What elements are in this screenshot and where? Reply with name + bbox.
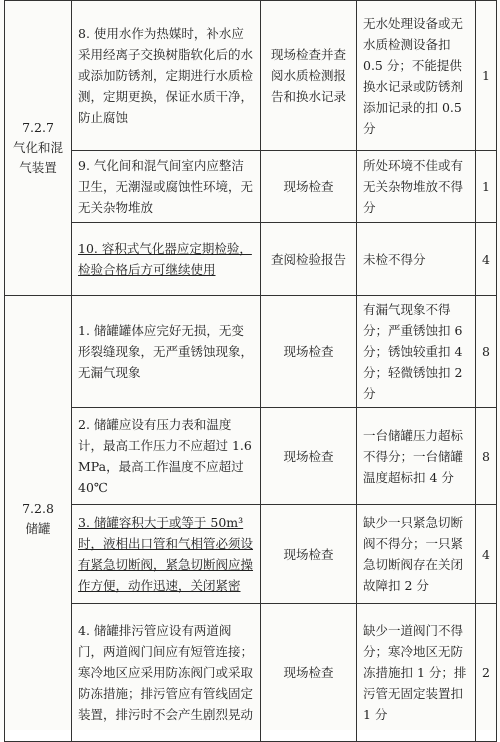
score-cell: 2 [476, 604, 497, 742]
score-cell: 1 [476, 1, 497, 151]
section-title: 气化和混气装置 [12, 140, 63, 175]
method-cell: 现场检查 [261, 151, 357, 223]
section-number: 7.2.8 [22, 500, 54, 516]
section-number: 7.2.7 [22, 120, 54, 135]
criteria-cell: 未检不得分 [357, 223, 476, 296]
method-cell: 现场检查 [261, 505, 357, 604]
method-cell: 现场检查并查阅水质检测报告和换水记录 [261, 1, 357, 151]
table-row [5, 604, 497, 742]
criteria-cell: 缺少一只紧急切断阀不得分；一只紧急切断阀存在关闭故障扣 2 分 [357, 505, 476, 604]
table-row [5, 296, 497, 408]
section-cell-7-2-7 [5, 1, 72, 296]
method-cell: 现场检查 [261, 408, 357, 505]
section-title: 储罐 [25, 520, 51, 536]
requirement-cell: 2. 储罐应设有压力表和温度计，最高工作压力不应超过 1.6 MPa，最高工作温度不应超过 40℃ [72, 408, 261, 505]
score-cell: 4 [476, 505, 497, 604]
requirement-cell: 1. 储罐罐体应完好无损，无变形裂缝现象，无严重锈蚀现象，无漏气现象 [72, 296, 261, 408]
section-cell-7-2-8 [5, 296, 72, 742]
table-row [5, 1, 497, 151]
method-cell: 现场检查 [261, 604, 357, 742]
table-row [5, 505, 497, 604]
criteria-cell: 缺少一道阀门不得分；寒冷地区无防冻措施扣 1 分；排污管无固定装置扣 1 分 [357, 604, 476, 742]
score-cell: 1 [476, 151, 497, 223]
criteria-cell: 有漏气现象不得分；严重锈蚀扣 6 分；锈蚀较重扣 4 分；轻微锈蚀扣 2 分 [357, 296, 476, 408]
criteria-cell: 无水处理设备或无水质检测设备扣 0.5 分；不能提供换水记录或防锈剂添加记录的扣 0.5 分 [357, 1, 476, 151]
table-row [5, 408, 497, 505]
requirement-cell [72, 223, 261, 296]
table-row [5, 223, 497, 296]
method-cell: 查阅检验报告 [261, 223, 357, 296]
requirement-cell: 9. 气化间和混气间室内应整洁卫生，无潮湿或腐蚀性环境，无无关杂物堆放 [72, 151, 261, 223]
requirement-text: 10. 容积式气化器应定期检验，检验合格后方可继续使用 [78, 241, 252, 277]
table-row [5, 151, 497, 223]
score-cell: 4 [476, 223, 497, 296]
criteria-cell: 一台储罐压力超标不得分；一台储罐温度超标扣 4 分 [357, 408, 476, 505]
requirement-cell: 8. 使用水作为热媒时，补水应采用经离子交换树脂软化后的水或添加防锈剂，定期进行水质检测，定期更换，保证水质干净，防止腐蚀 [72, 1, 261, 151]
score-cell: 8 [476, 296, 497, 408]
requirement-cell [72, 505, 261, 604]
requirement-text: 3. 储罐容积大于或等于 50m³ 时，液相出口管和气相管必须设有紧急切断阀，紧急切断阀应操作方便，动作迅速，关闭紧密 [78, 515, 254, 593]
criteria-cell: 所处环境不佳或有无关杂物堆放不得分 [357, 151, 476, 223]
inspection-criteria-table [4, 0, 497, 742]
method-cell: 现场检查 [261, 296, 357, 408]
score-cell: 8 [476, 408, 497, 505]
requirement-cell: 4. 储罐排污管应设有两道阀门，两道阀门间应有短管连接；寒冷地区应采用防冻阀门或采取防冻措施；排污管应有管线固定装置，排污时不会产生剧烈晃动 [72, 604, 261, 742]
